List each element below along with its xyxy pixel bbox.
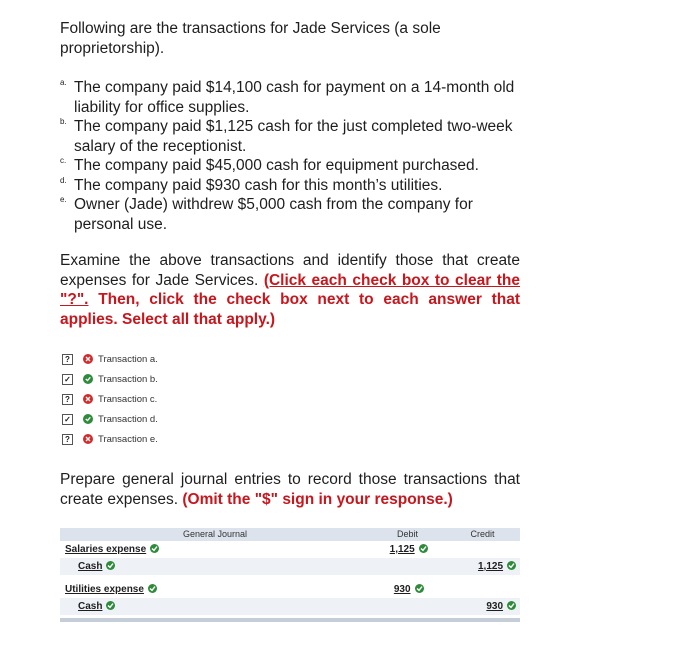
choice-transaction-b [62, 369, 158, 389]
journal-instructions [60, 470, 520, 509]
correct-icon [83, 374, 93, 384]
transaction-marker: e. [60, 195, 67, 204]
instructions-lead: Examine the above transactions and identify those that create expenses for Jade Services. [60, 252, 520, 289]
transaction-a [60, 78, 530, 117]
answer-checklist [62, 349, 158, 449]
choice-label: Transaction c. [98, 393, 158, 405]
account-field[interactable]: Utilities expense [65, 584, 144, 595]
transaction-b [60, 117, 530, 156]
account-field[interactable]: Cash [78, 601, 103, 612]
correct-icon [419, 544, 428, 553]
header-general-journal: General Journal [182, 529, 248, 539]
header-credit: Credit [470, 529, 495, 539]
transaction-marker: a. [60, 78, 67, 87]
transaction-list [60, 78, 530, 234]
choice-label: Transaction d. [98, 413, 158, 425]
correct-icon [415, 584, 424, 593]
choice-label: Transaction e. [98, 433, 158, 445]
credit-field[interactable]: 1,125 [477, 561, 504, 572]
journal-row [60, 581, 520, 598]
transaction-marker: d. [60, 175, 67, 185]
incorrect-icon [83, 354, 93, 364]
journal-row [60, 558, 520, 575]
checkbox[interactable]: ? [62, 354, 73, 365]
journal-row [60, 598, 520, 615]
choice-label: Transaction b. [98, 373, 158, 385]
choice-transaction-e [62, 429, 158, 449]
correct-icon [148, 584, 157, 593]
checkbox[interactable]: ? [62, 434, 73, 445]
journal-instructions-lead: Prepare general journal entries to record those transactions that create expenses. [60, 471, 520, 508]
incorrect-icon [83, 394, 93, 404]
checkbox[interactable]: ✓ [62, 374, 73, 385]
choice-label: Transaction a. [98, 353, 158, 365]
header-debit: Debit [396, 529, 418, 539]
checkbox[interactable]: ? [62, 394, 73, 405]
correct-icon [507, 601, 516, 610]
transaction-text: The company paid $45,000 cash for equipment purchased. [74, 157, 479, 174]
instructions [60, 251, 520, 329]
table-bottom-border [60, 618, 520, 622]
transaction-text: The company paid $14,100 cash for payment on a 14-month old liability for office supplies. [74, 79, 515, 116]
transaction-marker: b. [60, 117, 67, 126]
debit-field[interactable]: 930 [393, 584, 411, 595]
transaction-c [60, 156, 530, 176]
correct-icon [106, 601, 115, 610]
incorrect-icon [83, 434, 93, 444]
journal-header [60, 528, 520, 541]
journal-row [60, 541, 520, 558]
clear-boxes-link[interactable]: (Click each check box to clear the "?". [60, 271, 520, 308]
transaction-text: Owner (Jade) withdrew $5,000 cash from the company for personal use. [74, 196, 473, 233]
correct-icon [150, 544, 159, 553]
choice-transaction-d [62, 409, 158, 429]
intro-text: Following are the transactions for Jade Services (a sole proprietorship). [60, 20, 441, 57]
credit-field[interactable]: 930 [486, 601, 504, 612]
checkbox[interactable]: ✓ [62, 414, 73, 425]
transaction-marker: c. [60, 156, 67, 165]
correct-icon [507, 561, 516, 570]
account-field[interactable]: Cash [78, 561, 103, 572]
journal-instructions-note: (Omit the "$" sign in your response.) [182, 490, 453, 508]
transaction-text: The company paid $930 cash for this month’s utilities. [74, 176, 443, 194]
choice-transaction-a [62, 349, 158, 369]
transaction-e [60, 195, 530, 234]
debit-field[interactable]: 1,125 [389, 544, 415, 555]
correct-icon [106, 561, 115, 570]
instructions-rest: Then, click the check box next to each answer that applies. Select all that apply.) [60, 291, 520, 328]
general-journal-table [60, 528, 520, 622]
correct-icon [83, 414, 93, 424]
choice-transaction-c [62, 389, 158, 409]
account-field[interactable]: Salaries expense [65, 544, 147, 555]
transaction-text: The company paid $1,125 cash for the just completed two-week salary of the receptionist. [74, 118, 513, 155]
transaction-d [60, 176, 530, 196]
